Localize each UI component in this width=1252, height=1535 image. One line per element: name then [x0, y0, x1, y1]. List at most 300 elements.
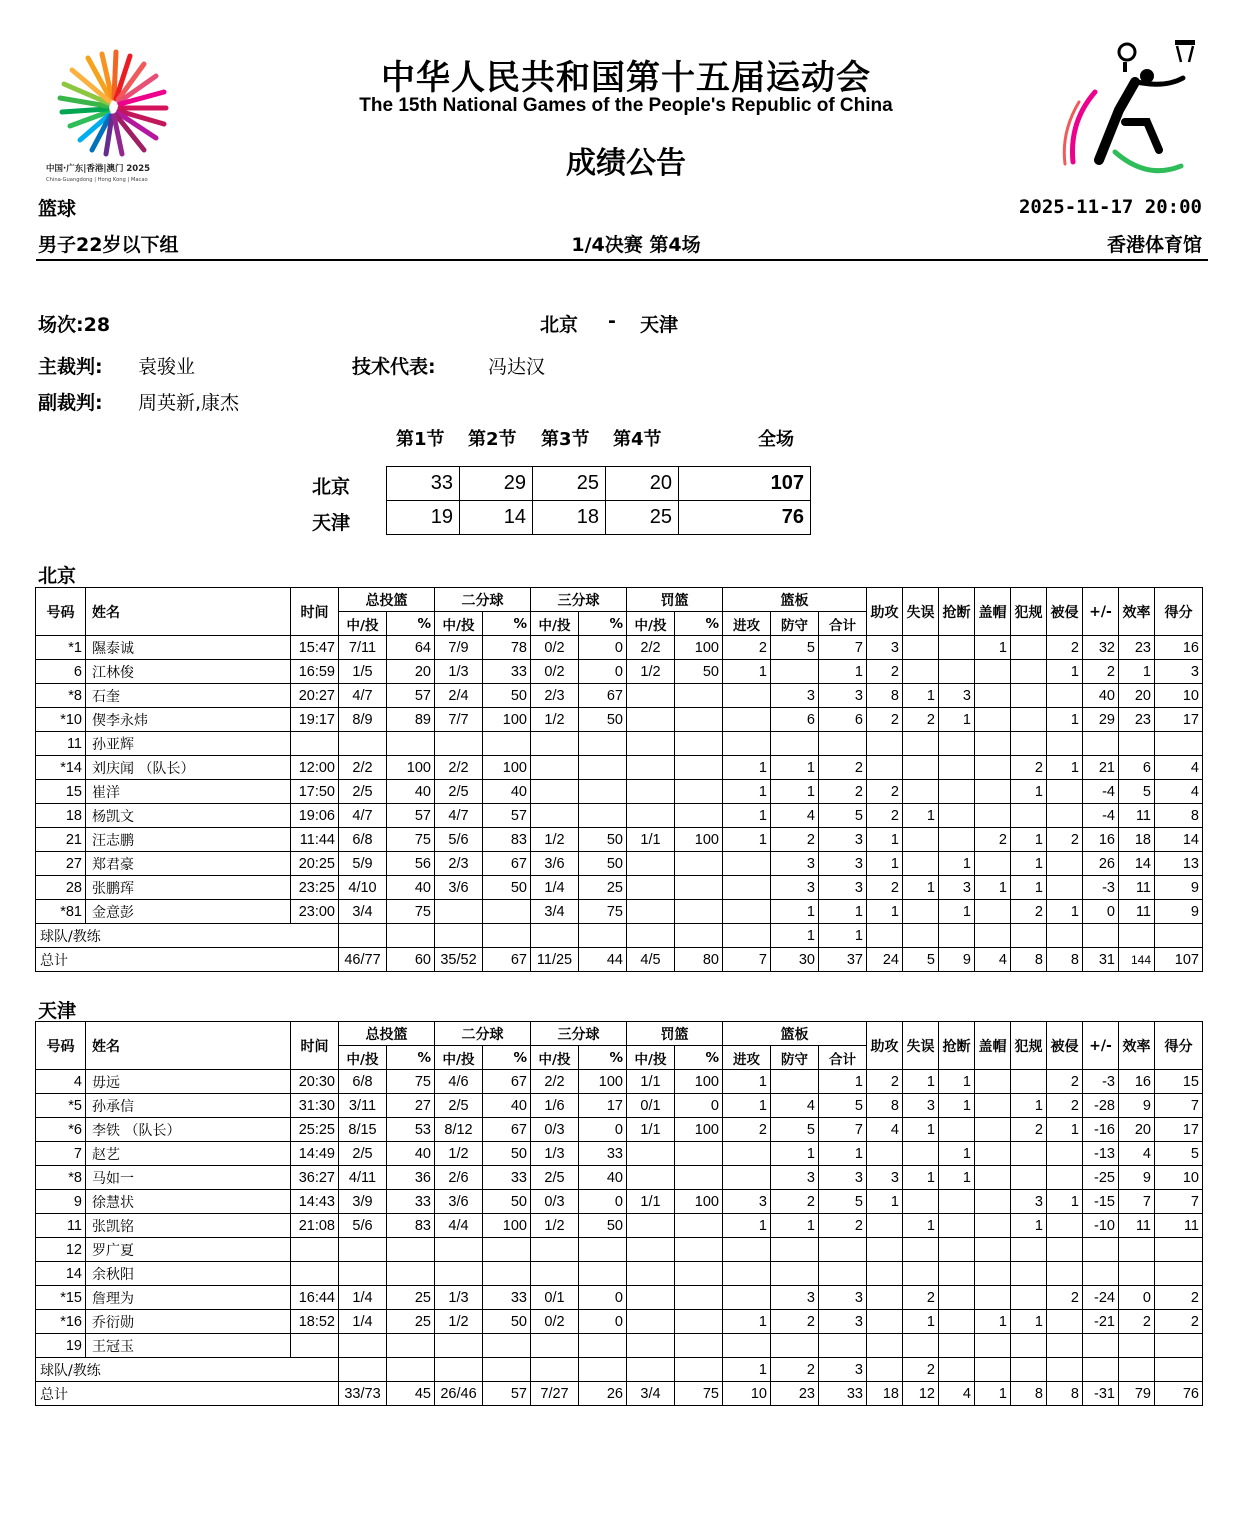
stat-cell: 1/2	[627, 660, 675, 684]
stat-cell	[531, 780, 579, 804]
stat-cell: 23	[1119, 708, 1155, 732]
player-row	[36, 732, 1203, 756]
stat-cell: 7	[819, 636, 867, 660]
referee-name: 袁骏业	[138, 356, 196, 378]
stat-cell: 1	[819, 1070, 867, 1094]
games-title-cn: 中华人民共和国第十五届运动会	[381, 58, 871, 98]
col-subheader-tot: 合计	[819, 612, 867, 636]
player-name: 石奎	[86, 684, 291, 708]
stat-cell: 2	[1011, 756, 1047, 780]
stat-cell	[1011, 1070, 1047, 1094]
team-name-home: 北京	[38, 565, 77, 587]
stat-cell: 6/8	[339, 828, 387, 852]
stat-cell: 1	[1011, 1310, 1047, 1334]
stat-cell: 2	[867, 708, 903, 732]
stat-cell: 1	[723, 1214, 771, 1238]
player-number: 18	[36, 804, 86, 828]
player-row	[36, 1238, 1203, 1262]
stat-cell: 2	[1047, 1094, 1083, 1118]
totals-label: 总计	[36, 948, 339, 972]
stat-cell: 4	[1155, 756, 1203, 780]
col-subheader-percent: %	[579, 612, 627, 636]
col-header-blk: 盖帽	[975, 1022, 1011, 1070]
player-name: 徐慧状	[86, 1190, 291, 1214]
stat-cell: 3	[771, 852, 819, 876]
stat-cell	[939, 1358, 975, 1382]
total-cell: 44	[579, 948, 627, 972]
stat-cell: 11	[1119, 804, 1155, 828]
stat-cell	[771, 732, 819, 756]
stat-cell: 10	[1155, 1166, 1203, 1190]
col-header-pf: 犯规	[1011, 1022, 1047, 1070]
total-cell: 30	[771, 948, 819, 972]
stat-cell: 7/7	[435, 708, 483, 732]
matchup-away: 天津	[640, 314, 679, 336]
stat-cell: 3/6	[435, 876, 483, 900]
stat-cell: 17	[1155, 708, 1203, 732]
stat-cell	[903, 1262, 939, 1286]
stat-cell: -21	[1083, 1310, 1119, 1334]
stat-cell: 5	[1119, 780, 1155, 804]
stat-cell: 100	[675, 828, 723, 852]
stat-cell: 57	[387, 804, 435, 828]
stat-cell: 0	[579, 1286, 627, 1310]
stat-cell	[483, 1238, 531, 1262]
player-row	[36, 780, 1203, 804]
stat-cell	[675, 1358, 723, 1382]
stat-cell: 33	[579, 1142, 627, 1166]
stat-cell: 7/9	[435, 636, 483, 660]
total-cell: 75	[675, 1382, 723, 1406]
stat-cell: 1	[1047, 756, 1083, 780]
stat-cell: 1/3	[435, 660, 483, 684]
stat-cell: 5/6	[435, 828, 483, 852]
stat-cell: 20	[1119, 1118, 1155, 1142]
col-subheader-percent: %	[387, 612, 435, 636]
player-name: 孙亚辉	[86, 732, 291, 756]
total-cell: 4	[939, 1382, 975, 1406]
stat-cell: 1	[1011, 852, 1047, 876]
stat-cell	[675, 1286, 723, 1310]
stat-cell: 32	[1083, 636, 1119, 660]
stat-cell: 9	[1155, 900, 1203, 924]
player-row	[36, 1334, 1203, 1358]
stat-cell	[1047, 1262, 1083, 1286]
stat-cell: 40	[483, 1094, 531, 1118]
stat-cell	[1011, 1286, 1047, 1310]
score-cell: 29	[460, 467, 533, 501]
col-header-to: 失误	[903, 588, 939, 636]
team-coach-label: 球队/教练	[36, 924, 339, 948]
player-name: 隰泰诚	[86, 636, 291, 660]
player-row	[36, 1310, 1203, 1334]
stat-cell: 1	[903, 1118, 939, 1142]
stat-cell: 2/6	[435, 1166, 483, 1190]
col-header-eff: 效率	[1119, 1022, 1155, 1070]
stat-cell	[579, 756, 627, 780]
stat-cell	[939, 756, 975, 780]
stat-cell: 17	[1155, 1118, 1203, 1142]
total-cell: 33/73	[339, 1382, 387, 1406]
stat-cell	[435, 900, 483, 924]
stat-cell: 2	[723, 1118, 771, 1142]
col-header-two-pointers: 二分球	[435, 588, 531, 612]
stat-cell	[1083, 924, 1119, 948]
stat-cell	[579, 924, 627, 948]
stat-cell: 3/6	[435, 1190, 483, 1214]
col-header-rebounds: 篮板	[723, 588, 867, 612]
stat-cell	[771, 1238, 819, 1262]
col-subheader-made-attempted: 中/投	[435, 612, 483, 636]
stat-cell: 50	[675, 660, 723, 684]
stat-cell	[483, 924, 531, 948]
stat-cell: 2	[1047, 1286, 1083, 1310]
score-cell: 33	[387, 467, 460, 501]
stat-cell	[579, 780, 627, 804]
stat-cell: 3	[867, 1166, 903, 1190]
stat-cell	[1119, 1334, 1155, 1358]
player-name: 王冠玉	[86, 1334, 291, 1358]
stat-cell: 3	[771, 1166, 819, 1190]
col-header-pts: 得分	[1155, 1022, 1203, 1070]
player-row	[36, 1262, 1203, 1286]
score-team-home: 北京	[312, 476, 351, 498]
stat-cell	[1155, 1358, 1203, 1382]
player-number: 4	[36, 1070, 86, 1094]
player-number: *14	[36, 756, 86, 780]
stat-cell: 1	[1119, 660, 1155, 684]
stat-cell: 0/2	[531, 1310, 579, 1334]
player-row	[36, 1190, 1203, 1214]
event-category: 男子22岁以下组	[38, 234, 179, 256]
stat-cell: 5	[771, 636, 819, 660]
stat-cell	[867, 1214, 903, 1238]
stat-cell: 2/2	[531, 1070, 579, 1094]
header-row	[36, 1022, 1203, 1046]
stat-cell: 53	[387, 1118, 435, 1142]
stat-cell: 1	[723, 1070, 771, 1094]
stat-cell: 3	[903, 1094, 939, 1118]
stat-cell	[939, 828, 975, 852]
stat-cell: 10	[1155, 684, 1203, 708]
total-cell: 10	[723, 1382, 771, 1406]
stat-cell: 1/6	[531, 1094, 579, 1118]
total-cell: 11/25	[531, 948, 579, 972]
stat-cell: 15	[1155, 1070, 1203, 1094]
stat-cell: 3	[771, 1286, 819, 1310]
stat-cell	[723, 1334, 771, 1358]
stat-cell	[627, 756, 675, 780]
stat-cell	[939, 660, 975, 684]
stat-cell	[1155, 732, 1203, 756]
stats-table-away	[35, 1021, 1203, 1406]
stat-cell: 1/4	[531, 876, 579, 900]
total-cell: 9	[939, 948, 975, 972]
stat-cell	[771, 1262, 819, 1286]
col-subheader-percent: %	[675, 1046, 723, 1070]
col-subheader-percent: %	[387, 1046, 435, 1070]
stat-cell: 0	[1119, 1286, 1155, 1310]
stat-cell	[627, 852, 675, 876]
stat-cell	[939, 1214, 975, 1238]
stat-cell	[483, 1262, 531, 1286]
stat-cell: 40	[387, 1142, 435, 1166]
stat-cell: 1	[819, 1142, 867, 1166]
total-cell: -31	[1083, 1382, 1119, 1406]
stat-cell	[1155, 924, 1203, 948]
stat-cell	[1047, 1142, 1083, 1166]
event-round: 1/4决赛 第4场	[571, 234, 701, 256]
header-divider	[36, 259, 1208, 261]
stat-cell	[291, 1238, 339, 1262]
stat-cell	[975, 1286, 1011, 1310]
quarter-header-3: 第3节	[541, 429, 590, 450]
stat-cell: 3/4	[339, 900, 387, 924]
stat-cell: 100	[579, 1070, 627, 1094]
player-name: 詹理为	[86, 1286, 291, 1310]
stat-cell	[723, 1286, 771, 1310]
player-number: 27	[36, 852, 86, 876]
stat-cell	[867, 1238, 903, 1262]
stat-cell	[435, 1334, 483, 1358]
stat-cell: 1	[723, 828, 771, 852]
stat-cell	[531, 1334, 579, 1358]
stat-cell	[627, 1238, 675, 1262]
stat-cell: 2	[1047, 1070, 1083, 1094]
stat-cell	[339, 732, 387, 756]
stat-cell: 0	[579, 660, 627, 684]
stat-cell	[1011, 1166, 1047, 1190]
score-total: 76	[679, 501, 811, 535]
stat-cell	[723, 1262, 771, 1286]
stat-cell: 40	[579, 1166, 627, 1190]
stat-cell: 2	[1011, 900, 1047, 924]
stat-cell	[975, 804, 1011, 828]
player-number: 7	[36, 1142, 86, 1166]
stat-cell: -3	[1083, 876, 1119, 900]
stat-cell: 5	[1155, 1142, 1203, 1166]
stat-cell: 0	[579, 1118, 627, 1142]
stat-cell: 8	[1155, 804, 1203, 828]
player-name: 孙承信	[86, 1094, 291, 1118]
stat-cell	[819, 1238, 867, 1262]
col-header-field-goals: 总投篮	[339, 588, 435, 612]
stat-cell	[291, 1334, 339, 1358]
stat-cell: 1	[867, 1190, 903, 1214]
stat-cell: 2/5	[531, 1166, 579, 1190]
stat-cell	[675, 852, 723, 876]
stat-cell: 75	[387, 900, 435, 924]
col-subheader-percent: %	[579, 1046, 627, 1070]
stat-cell	[939, 1262, 975, 1286]
stat-cell: 3	[1155, 660, 1203, 684]
stat-cell	[867, 1262, 903, 1286]
stat-cell	[1047, 684, 1083, 708]
stat-cell: 2	[771, 1358, 819, 1382]
stat-cell: 9	[1155, 876, 1203, 900]
stat-cell	[627, 1142, 675, 1166]
stat-cell: 57	[387, 684, 435, 708]
col-header-name: 姓名	[86, 1022, 291, 1070]
player-number: *16	[36, 1310, 86, 1334]
stat-cell	[939, 1190, 975, 1214]
quarter-header-4: 第4节	[613, 429, 662, 450]
stat-cell	[531, 756, 579, 780]
total-cell: 67	[483, 948, 531, 972]
stat-cell: 20:27	[291, 684, 339, 708]
stat-cell	[627, 1166, 675, 1190]
col-subheader-made-attempted: 中/投	[531, 1046, 579, 1070]
stat-cell: 50	[483, 1190, 531, 1214]
stat-cell: 2/5	[435, 780, 483, 804]
player-name: 郑君豪	[86, 852, 291, 876]
stat-cell: 14	[1155, 828, 1203, 852]
stat-cell: 67	[483, 1118, 531, 1142]
stat-cell	[723, 684, 771, 708]
total-cell: 80	[675, 948, 723, 972]
stat-cell: 13	[1155, 852, 1203, 876]
umpires-names: 周英新,康杰	[138, 392, 240, 414]
total-cell: 12	[903, 1382, 939, 1406]
stat-cell: 16:59	[291, 660, 339, 684]
stat-cell: 100	[483, 756, 531, 780]
stat-cell	[627, 1358, 675, 1382]
stat-cell: -13	[1083, 1142, 1119, 1166]
col-subheader-percent: %	[483, 1046, 531, 1070]
player-name: 赵艺	[86, 1142, 291, 1166]
player-name: 张鹏珲	[86, 876, 291, 900]
stat-cell	[531, 1238, 579, 1262]
stat-cell: 7	[819, 1118, 867, 1142]
stat-cell: 1	[771, 900, 819, 924]
stat-cell: 50	[483, 876, 531, 900]
player-number: 15	[36, 780, 86, 804]
player-row	[36, 708, 1203, 732]
stat-cell: 2	[903, 1286, 939, 1310]
stat-cell	[1083, 1238, 1119, 1262]
stat-cell: 2/2	[339, 756, 387, 780]
stat-cell: 36:27	[291, 1166, 339, 1190]
total-cell: 60	[387, 948, 435, 972]
stat-cell: 0/3	[531, 1190, 579, 1214]
stat-cell	[819, 1262, 867, 1286]
stat-cell: 29	[1083, 708, 1119, 732]
stat-cell: 27	[387, 1094, 435, 1118]
stat-cell: 18	[1119, 828, 1155, 852]
matchup-separator: -	[608, 310, 616, 332]
stat-cell: 1	[771, 756, 819, 780]
score-total: 107	[679, 467, 811, 501]
stat-cell	[975, 900, 1011, 924]
stat-cell: 50	[579, 852, 627, 876]
stat-cell: 1	[819, 924, 867, 948]
stat-cell	[531, 804, 579, 828]
stat-cell	[975, 924, 1011, 948]
stat-cell: 40	[483, 780, 531, 804]
player-number: 19	[36, 1334, 86, 1358]
stat-cell: 2	[723, 636, 771, 660]
stat-cell	[975, 780, 1011, 804]
stat-cell: 1/1	[627, 828, 675, 852]
stat-cell	[627, 804, 675, 828]
stat-cell	[975, 1094, 1011, 1118]
stat-cell	[1047, 804, 1083, 828]
stat-cell	[1047, 1214, 1083, 1238]
player-row	[36, 900, 1203, 924]
col-header-three-pointers: 三分球	[531, 588, 627, 612]
stat-cell	[975, 1214, 1011, 1238]
stat-cell: 11	[1155, 1214, 1203, 1238]
stat-cell	[579, 1262, 627, 1286]
stat-cell: 33	[483, 1286, 531, 1310]
col-subheader-made-attempted: 中/投	[627, 1046, 675, 1070]
stat-cell: 12:00	[291, 756, 339, 780]
stat-cell	[723, 876, 771, 900]
stat-cell: 8/12	[435, 1118, 483, 1142]
stat-cell	[579, 1334, 627, 1358]
stat-cell: 50	[483, 684, 531, 708]
stat-cell	[675, 1142, 723, 1166]
stat-cell: 1	[939, 900, 975, 924]
player-name: 杨凯文	[86, 804, 291, 828]
basketball-pictogram	[1055, 32, 1205, 182]
stat-cell	[435, 1238, 483, 1262]
stat-cell	[627, 708, 675, 732]
stat-cell	[819, 1334, 867, 1358]
stat-cell	[627, 1214, 675, 1238]
stat-cell: 21:08	[291, 1214, 339, 1238]
stat-cell	[723, 1166, 771, 1190]
totals-row	[36, 948, 1203, 972]
stat-cell	[975, 684, 1011, 708]
stat-cell: 83	[387, 1214, 435, 1238]
stat-cell	[675, 1238, 723, 1262]
stat-cell	[387, 1334, 435, 1358]
stat-cell: 2	[1083, 660, 1119, 684]
player-number: 6	[36, 660, 86, 684]
stat-cell	[1011, 708, 1047, 732]
stat-cell: 1	[819, 660, 867, 684]
total-cell: 18	[867, 1382, 903, 1406]
stat-cell: 100	[483, 1214, 531, 1238]
team-coach-label: 球队/教练	[36, 1358, 339, 1382]
stat-cell	[675, 876, 723, 900]
stat-cell	[975, 1070, 1011, 1094]
stat-cell: 3	[819, 684, 867, 708]
total-cell: 46/77	[339, 948, 387, 972]
stat-cell: 2	[1119, 1310, 1155, 1334]
stat-cell: 33	[387, 1190, 435, 1214]
stat-cell	[1155, 1262, 1203, 1286]
stat-cell: 40	[1083, 684, 1119, 708]
stat-cell	[723, 900, 771, 924]
stat-cell: 14:43	[291, 1190, 339, 1214]
stat-cell: 2/2	[627, 636, 675, 660]
player-row	[36, 636, 1203, 660]
stat-cell: 1	[975, 636, 1011, 660]
stat-cell: 16	[1083, 828, 1119, 852]
player-row	[36, 1214, 1203, 1238]
stat-cell	[387, 1262, 435, 1286]
col-subheader-off: 进攻	[723, 1046, 771, 1070]
player-row	[36, 1070, 1203, 1094]
col-header-name: 姓名	[86, 588, 291, 636]
stat-cell	[483, 1358, 531, 1382]
stat-cell: 25	[579, 876, 627, 900]
stat-cell: 6	[1119, 756, 1155, 780]
stat-cell	[483, 900, 531, 924]
stat-cell: 9	[1119, 1166, 1155, 1190]
